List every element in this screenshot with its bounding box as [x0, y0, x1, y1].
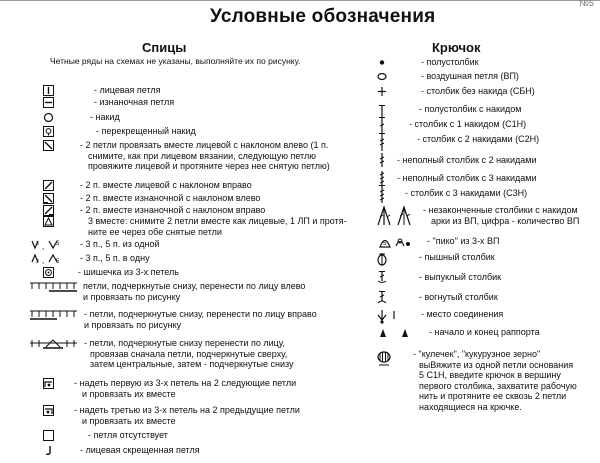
legend-text: - 2 п. вместе изнаночной с наклоном влево	[80, 193, 261, 203]
join-point-icon	[375, 309, 401, 325]
legend-text: - 2 петли провязать вместе лицевой с наклоном влево (1 п.	[80, 140, 329, 150]
legend-item	[28, 239, 159, 250]
knitting-note: Четные ряды на схемах не указаны, выполняйте их по рисунку.	[50, 56, 301, 66]
three-from-one-icon	[28, 239, 68, 250]
svg-text:,: ,	[42, 242, 45, 250]
two-together-left-icon	[28, 140, 68, 151]
no-stitch-icon	[28, 430, 68, 441]
knit-stitch-icon	[28, 85, 68, 96]
legend-item	[375, 184, 527, 204]
twisted-knit-icon	[28, 445, 68, 456]
legend-item	[28, 193, 260, 204]
legend-item	[28, 205, 265, 216]
legend-item	[375, 236, 499, 248]
legend-item	[375, 252, 495, 266]
svg-text:5: 5	[56, 241, 60, 247]
yarn-over-icon	[28, 112, 68, 123]
legend-text: провяжите лицевой и протяните через нее снятую петлю)	[88, 161, 330, 171]
legend-text: - выпуклый столбик	[419, 272, 502, 282]
legend-text: - 3 п., 5 п. из одной	[80, 239, 160, 249]
two-together-right-icon	[28, 180, 68, 191]
legend-text: первого столбика, захватите рабочую	[419, 380, 577, 391]
legend-item	[28, 180, 252, 191]
legend-item	[28, 378, 296, 399]
repeat-marker-icon	[375, 327, 415, 338]
front-post-icon	[375, 270, 389, 284]
page-number: №5	[579, 0, 594, 8]
legend-text: провязав сначала петли, подчеркнутые сверху,	[90, 348, 288, 359]
legend-item	[375, 327, 540, 338]
legend-text: ните ее через обе снятые петли	[88, 226, 222, 237]
legend-item	[375, 57, 479, 68]
legend-item	[375, 152, 537, 168]
legend-item	[28, 140, 330, 172]
third-over-two-icon	[28, 405, 68, 416]
popcorn-icon	[375, 349, 393, 367]
top-rule	[0, 0, 600, 5]
legend-text: - 2 п. вместе лицевой с наклоном вправо	[80, 180, 252, 190]
legend-text: - начало и конец раппорта	[429, 327, 540, 337]
legend-text: 5 С1Н, введите крючок в вершину	[419, 370, 561, 380]
legend-text: - неполный столбик с 2 накидами	[397, 155, 537, 165]
legend-item	[28, 267, 179, 278]
triple-treble-icon	[375, 184, 389, 204]
legend-text: - столбик с 1 накидом (С1Н)	[409, 119, 527, 129]
legend-text: - вогнутый столбик	[419, 292, 498, 302]
legend-item	[28, 216, 347, 237]
legend-text: - место соединения	[421, 309, 504, 319]
cable-left-icon	[28, 281, 80, 292]
legend-text: нить и протяните ее сквозь 2 петли	[419, 391, 567, 401]
legend-text: - неполный столбик с 3 накидами	[397, 173, 537, 183]
treble-crochet-icon	[375, 132, 389, 152]
legend-text: - петли, подчеркнутые снизу, перенести по лицу вправо	[84, 309, 317, 319]
picot-icon	[375, 236, 415, 248]
legend-text: - перекрещенный накид	[96, 126, 196, 136]
legend-text: - "пико" из 3-х ВП	[427, 236, 500, 246]
knitting-heading: Спицы	[142, 40, 187, 55]
back-post-icon	[375, 290, 389, 304]
legend-text: - шишечка из 3-х петель	[78, 267, 179, 277]
legend-item	[28, 338, 294, 370]
legend-item	[28, 85, 161, 96]
legend-text: - петли, подчеркнутые снизу перенести по лицу,	[84, 338, 285, 348]
legend-item	[375, 349, 577, 412]
legend-text: 3 вместе: снимите 2 петли вместе как лицевые, 1 ЛП и протя-	[88, 216, 347, 226]
legend-item	[375, 309, 503, 325]
legend-item	[28, 112, 120, 123]
single-crochet-icon	[375, 86, 389, 97]
legend-item	[375, 132, 539, 152]
svg-text:5: 5	[383, 241, 387, 247]
legend-text: - изнаночная петля	[94, 97, 175, 107]
legend-item	[28, 445, 200, 456]
legend-text: арки из ВП, цифра - количество ВП	[431, 215, 580, 226]
first-over-two-icon	[28, 378, 68, 389]
legend-text: - петля отсутствует	[88, 430, 168, 440]
three-together-icon	[28, 216, 68, 227]
legend-item	[28, 430, 168, 441]
svg-text:,: ,	[42, 256, 45, 264]
legend-text: - "кулечек", "кукурузное зерно"	[413, 349, 541, 359]
legend-text: - столбик без накида (СБН)	[421, 86, 535, 96]
legend-item	[375, 71, 519, 82]
cable-center-icon	[28, 338, 80, 349]
legend-text: находящиеся на крючке.	[419, 401, 522, 412]
partial-double-two-icon	[375, 152, 389, 168]
legend-text: и провязать по рисунку	[84, 319, 182, 330]
svg-text:5: 5	[56, 259, 60, 264]
legend-item	[375, 86, 535, 97]
three-in-one-icon	[28, 253, 68, 264]
legend-item	[28, 309, 317, 330]
legend-text: и провязать их вместе	[82, 388, 176, 399]
legend-text: петли, подчеркнутые снизу, перенести по лицу влево	[83, 281, 306, 291]
svg-text:3: 3	[36, 241, 39, 247]
cluster-stitch-icon	[375, 205, 419, 227]
legend-item	[28, 253, 150, 264]
legend-text: - накид	[90, 112, 120, 122]
legend-text: - лицевая скрещенная петля	[80, 445, 200, 455]
legend-text: - столбик с 2 накидами (С2Н)	[417, 134, 540, 144]
legend-text: - лицевая петля	[94, 85, 161, 95]
legend-text: и провязать их вместе	[82, 415, 176, 426]
crochet-heading: Крючок	[432, 40, 481, 55]
legend-text: - незаконченные столбики с накидом	[423, 205, 578, 215]
legend-item	[375, 290, 498, 304]
legend-text: - воздушная петля (ВП)	[421, 71, 519, 81]
legend-text: - пышный столбик	[419, 252, 495, 262]
puff-stitch-icon	[375, 252, 389, 266]
legend-text: - полустолбик с накидом	[419, 104, 522, 114]
two-purl-right-icon	[28, 205, 68, 216]
svg-text:3: 3	[36, 259, 39, 264]
legend-text: снимите, как при лицевом вязании, следующую петлю	[88, 150, 316, 161]
purl-stitch-icon	[28, 97, 68, 108]
cable-right-icon	[28, 309, 80, 320]
slip-stitch-icon	[375, 57, 389, 68]
legend-text: и провязать по рисунку	[83, 291, 181, 302]
legend-item	[28, 126, 196, 137]
legend-text: - 2 п. вместе изнаночной с наклоном вправо	[80, 205, 266, 215]
legend-text: затем центральные, затем - подчеркнутые снизу	[90, 359, 294, 369]
legend-text: - 3 п., 5 п. в одну	[80, 253, 150, 263]
legend-text: - столбик с 3 накидами (С3Н)	[405, 188, 528, 198]
chain-stitch-icon	[375, 71, 389, 82]
legend-item	[28, 97, 174, 108]
crossed-yarn-over-icon	[28, 126, 68, 137]
legend-text: выВяжите из одной петли основания	[419, 359, 574, 370]
legend-item	[28, 405, 300, 426]
legend-item	[375, 205, 579, 227]
legend-item	[375, 270, 501, 284]
page-title: Условные обозначения	[210, 6, 436, 27]
legend-text: - надеть третью из 3-х петель на 2 предыдущие петли	[74, 405, 300, 415]
bobble-icon	[28, 267, 68, 278]
legend-text: - полустолбик	[421, 57, 479, 67]
legend-text: - надеть первую из 3-х петель на 2 следующие петли	[74, 378, 297, 388]
two-purl-left-icon	[28, 193, 68, 204]
legend-item	[28, 281, 305, 302]
